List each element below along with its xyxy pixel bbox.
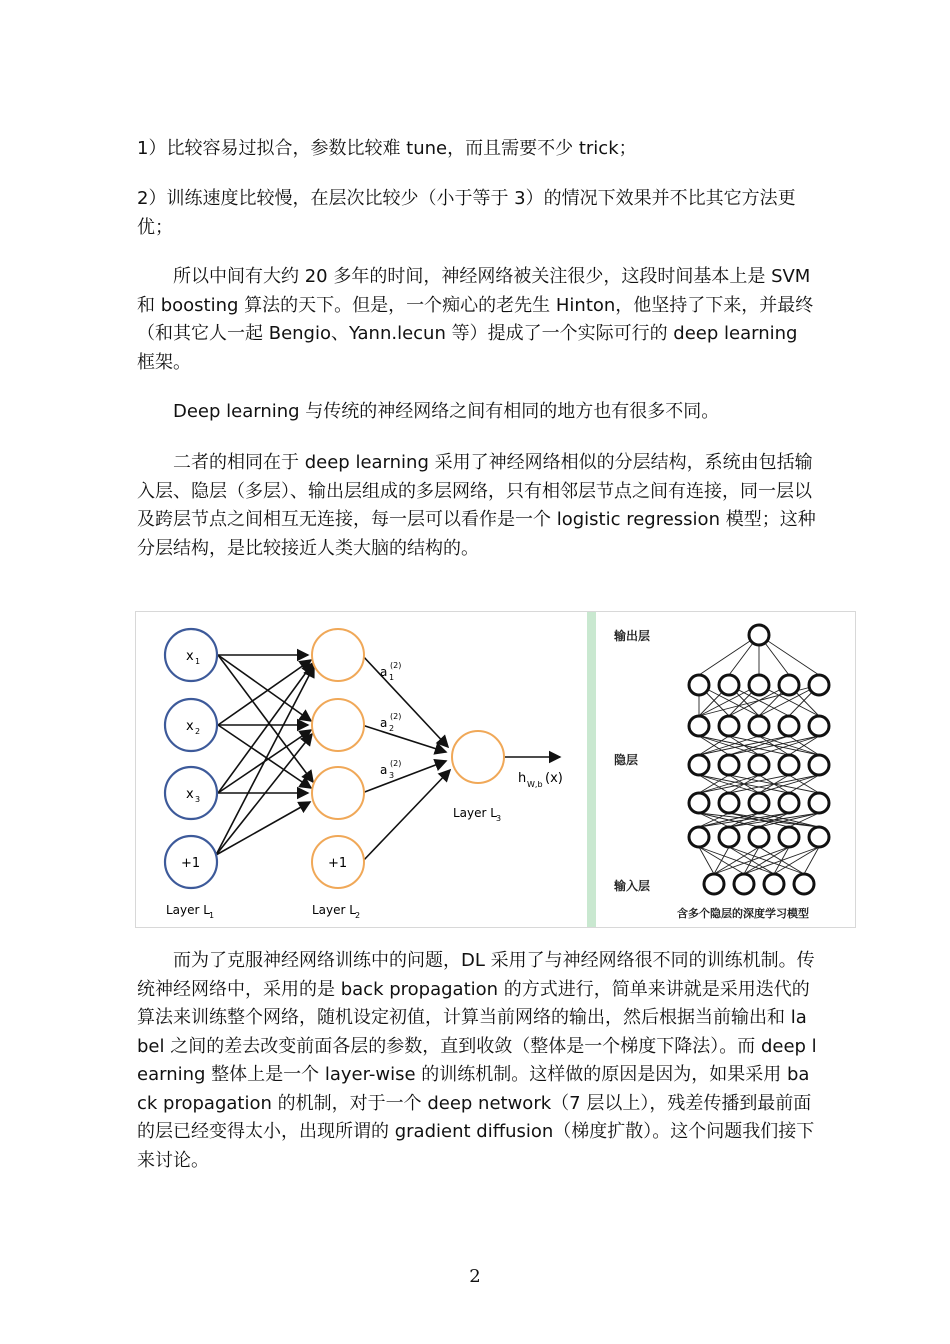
- hidden-node-2: [312, 699, 364, 751]
- input-bias-node: [165, 836, 217, 888]
- input-sub: 3: [195, 795, 201, 804]
- paragraph-2: 2）训练速度比较慢，在层次比较少（小于等于 3）的情况下效果并不比其它方法更优；: [137, 188, 796, 238]
- layer-label-l1: [166, 903, 214, 920]
- activation-sup: (2): [390, 661, 402, 670]
- input-label: x: [186, 649, 194, 664]
- shallow-network: [165, 629, 563, 920]
- activation-label: a: [380, 665, 388, 679]
- input-layer-label: 输入层: [614, 879, 651, 893]
- layer-label-l3: [453, 806, 501, 823]
- hidden-layer-label: 隐层: [614, 753, 639, 767]
- input-node-x3: [165, 767, 217, 819]
- network-figure: [135, 611, 856, 928]
- activation-sub: 3: [389, 771, 395, 780]
- edges-l1-l2: [216, 655, 314, 855]
- paragraph-6: 而为了克服神经网络训练中的问题，DL 采用了与神经网络很不同的训练机制。传统神经网络中，采用的是 back propagation 的方式进行，简单来讲就是采用迭代的算法来训练整个网络，随机设定初值，计算当前网络的输出，然后根据当前输出和 label 之间的差去改变前面各层的参数，直到收敛（整体是一个梯度下降法）。而 deep learning 整体上是一个 layer-wise 的训练机制。这样做的原因是因为，如果采用 back propagation 的机制，对于一个 deep network（7 层以上），残差传播到最前面的层已经变得太小，出现所谓的 gradient diffusion（梯度扩散）。这个问题我们接下来讨论。: [137, 950, 817, 1171]
- layer-sub: 2: [355, 911, 361, 920]
- input-label: x: [186, 787, 194, 802]
- bias-label: +1: [328, 856, 348, 871]
- deep-model-caption: 含多个隐层的深度学习模型: [677, 907, 809, 920]
- layer-label-l2: [312, 903, 360, 920]
- output-function-label: [518, 771, 563, 789]
- activation-label-a1: [380, 661, 401, 682]
- activation-sup: (2): [390, 712, 402, 721]
- activation-label-a2: [380, 712, 401, 733]
- output-label: h: [518, 771, 527, 786]
- activation-sub: 1: [389, 673, 395, 682]
- hidden-node-3: [312, 767, 364, 819]
- output-arg: (x): [545, 771, 563, 786]
- input-node-x2: [165, 699, 217, 751]
- paragraph-3: 所以中间有大约 20 多年的时间，神经网络被关注很少，这段时间基本上是 SVM 和 boosting 算法的天下。但是，一个痴心的老先生 Hinton，他坚持了下来，并最终（和其它人一起 Bengio、Yann.lecun 等）提成了一个实际可行的 deep learning 框架。: [137, 266, 817, 373]
- paragraph-5: 二者的相同在于 deep learning 采用了神经网络相似的分层结构，系统由包括输入层、隐层（多层）、输出层组成的多层网络，只有相邻层节点之间有连接，同一层以及跨层节点之间相互无连接，每一层可以看作是一个 logistic regression 模型；这种分层结构，是比较接近人类大脑的结构的。: [137, 452, 816, 559]
- bias-label: +1: [181, 856, 201, 871]
- activation-label-a3: [380, 759, 401, 780]
- input-sub: 2: [195, 727, 201, 736]
- hidden-bias-node: [312, 836, 364, 888]
- output-sub: W,b: [527, 780, 543, 789]
- layer-sub: 1: [209, 911, 215, 920]
- output-node: [452, 731, 504, 783]
- input-label: x: [186, 719, 194, 734]
- hidden-node-1: [312, 629, 364, 681]
- input-node-x1: [165, 629, 217, 681]
- paragraph-1: 1）比较容易过拟合，参数比较难 tune，而且需要不少 trick；: [137, 138, 637, 159]
- layer-sub: 3: [496, 814, 502, 823]
- input-sub: 1: [195, 657, 201, 666]
- activation-label: a: [380, 763, 388, 777]
- output-layer-label: 输出层: [614, 629, 651, 643]
- figure-divider: [587, 612, 596, 927]
- activation-sub: 2: [389, 724, 395, 733]
- activation-sup: (2): [390, 759, 402, 768]
- layer-label: Layer L: [312, 903, 356, 917]
- activation-label: a: [380, 716, 388, 730]
- paragraph-4: Deep learning 与传统的神经网络之间有相同的地方也有很多不同。: [137, 401, 720, 422]
- layer-label: Layer L: [453, 806, 497, 820]
- deep-network: [613, 625, 829, 920]
- layer-label: Layer L: [166, 903, 210, 917]
- page-number: 2: [469, 1266, 481, 1287]
